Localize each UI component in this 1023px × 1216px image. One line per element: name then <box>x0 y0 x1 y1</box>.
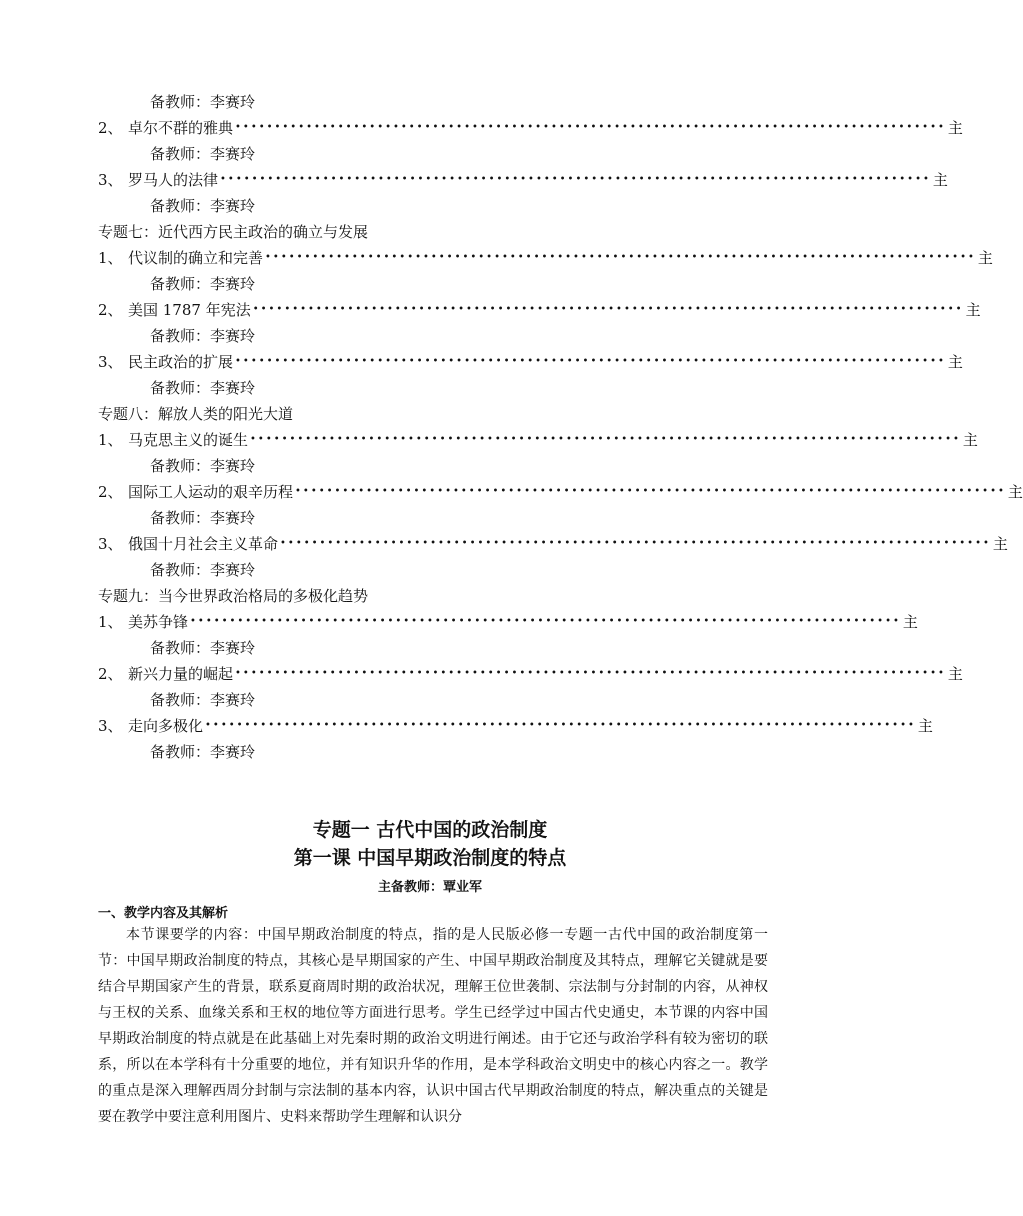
toc-entry-suffix: 主 <box>947 119 963 137</box>
toc-entry-number: 3、 <box>98 717 123 735</box>
toc-entry-number: 2、 <box>98 483 123 501</box>
toc-entry-suffix: 主 <box>977 249 993 267</box>
toc-group-heading: 专题七：近代西方民主政治的确立与发展 <box>98 223 369 241</box>
toc-entry-suffix: 主 <box>917 717 933 735</box>
toc-teacher-line: 备教师：李赛玲 <box>150 145 256 163</box>
toc-teacher-line: 备教师：李赛玲 <box>150 379 256 397</box>
lesson-title: 第一课 中国早期政治制度的特点 <box>293 847 567 869</box>
toc-group-heading: 专题九：当今世界政治格局的多极化趋势 <box>98 587 369 605</box>
toc-group-heading: 专题八：解放人类的阳光大道 <box>98 405 294 423</box>
toc-leader-dots: •••••••••••••••••••••••••••••••••••••••••••••••••••••••••••••••••••••••••••••••••••••••••• <box>235 356 946 367</box>
toc-leader-dots: •••••••••••••••••••••••••••••••••••••••••••••••••••••••••••••••••••••••••••••••••••••••••• <box>205 720 916 731</box>
toc-entry-suffix: 主 <box>965 301 981 319</box>
toc-entry-suffix: 主 <box>947 665 963 683</box>
toc-teacher-line: 备教师：李赛玲 <box>150 275 256 293</box>
toc-leader-dots: •••••••••••••••••••••••••••••••••••••••••••••••••••••••••••••••••••••••••••••••••••••••••• <box>295 486 1006 497</box>
toc-entry-number: 3、 <box>98 353 123 371</box>
toc-entry-number: 2、 <box>98 665 123 683</box>
toc-leader-dots: •••••••••••••••••••••••••••••••••••••••••••••••••••••••••••••••••••••••••••••••••••••••••• <box>190 616 901 627</box>
toc-leader-dots: •••••••••••••••••••••••••••••••••••••••••••••••••••••••••••••••••••••••••••••••••••••••••• <box>252 304 964 315</box>
toc-entry-number: 3、 <box>98 535 123 553</box>
toc-entry-title: 新兴力量的崛起 <box>128 665 234 683</box>
toc-leader-dots: •••••••••••••••••••••••••••••••••••••••••••••••••••••••••••••••••••••••••••••••••••••••••• <box>250 434 961 445</box>
toc-teacher-line: 备教师：李赛玲 <box>150 93 256 111</box>
toc-leader-dots: •••••••••••••••••••••••••••••••••••••••••••••••••••••••••••••••••••••••••••••••••••••••••• <box>235 668 946 679</box>
toc-leader-dots: •••••••••••••••••••••••••••••••••••••••••••••••••••••••••••••••••••••••••••••••••••••••••• <box>265 252 976 263</box>
toc-entry-title: 走向多极化 <box>128 717 204 735</box>
toc-entry-number: 1、 <box>98 249 123 267</box>
toc-teacher-line: 备教师：李赛玲 <box>150 457 256 475</box>
toc-leader-dots: •••••••••••••••••••••••••••••••••••••••••••••••••••••••••••••••••••••••••••••••••••••••••• <box>280 538 991 549</box>
toc-entry[interactable] <box>98 531 1008 557</box>
toc-entry-title: 美苏争锋 <box>128 613 189 631</box>
toc-entry[interactable] <box>98 479 1023 505</box>
toc-entry[interactable] <box>98 115 963 141</box>
section-heading: 一、教学内容及其解析 <box>98 906 229 921</box>
topic-title: 专题一 古代中国的政治制度 <box>312 819 548 841</box>
toc-entry-suffix: 主 <box>947 353 963 371</box>
toc-entry-number: 1、 <box>98 431 123 449</box>
toc-entry[interactable] <box>98 297 981 323</box>
toc-entry[interactable] <box>98 167 948 193</box>
toc-teacher-line: 备教师：李赛玲 <box>150 327 256 345</box>
toc-entry-title: 罗马人的法律 <box>128 171 219 189</box>
toc-entry-number: 3、 <box>98 171 123 189</box>
toc-entry-suffix: 主 <box>992 535 1008 553</box>
toc-entry-title: 俄国十月社会主义革命 <box>128 535 279 553</box>
toc-entry-number: 2、 <box>98 301 123 319</box>
toc-entry-suffix: 主 <box>962 431 978 449</box>
main-teacher: 主备教师：覃业军 <box>377 880 482 895</box>
toc-entry-number: 2、 <box>98 119 123 137</box>
lesson-paragraph: 本节课要学的内容：中国早期政治制度的特点，指的是人民版必修一专题一古代中国的政治制度第一节：中国早期政治制度的特点，其核心是早期国家的产生、中国早期政治制度及其特点，理解它关键就是要结合早期国家产生的背景，联系夏商周时期的政治状况，理解王位世袭制、宗法制与分封制的内容，从神权与王权的关系、血缘关系和王权的地位等方面进行思考。学生已经学过中国古代史通史，本节课的内容中国早期政治制度的特点就是在此基础上对先秦时期的政治文明进行阐述。由于它还与政治学科有较为密切的联系，所以在本学科有十分重要的地位，并有知识升华的作用，是本学科政治文明史中的核心内容之一。教学的重点是深入理解西周分封制与宗法制的基本内容，认识中国古代早期政治制度的特点，解决重点的关键是要在教学中要注意利用图片、史料来帮助学生理解和认识分 <box>98 927 768 1125</box>
toc-teacher-line: 备教师：李赛玲 <box>150 691 256 709</box>
toc-entry-suffix: 主 <box>902 613 918 631</box>
toc-entry-title: 民主政治的扩展 <box>128 353 234 371</box>
toc-teacher-line: 备教师：李赛玲 <box>150 639 256 657</box>
toc-entry[interactable] <box>98 609 918 635</box>
toc-leader-dots: •••••••••••••••••••••••••••••••••••••••••••••••••••••••••••••••••••••••••••••••••••••••••• <box>235 122 946 133</box>
toc-entry-suffix: 主 <box>1007 483 1023 501</box>
toc-teacher-line: 备教师：李赛玲 <box>150 197 256 215</box>
toc-entry[interactable] <box>98 661 963 687</box>
toc-entry[interactable] <box>98 245 993 271</box>
toc-teacher-line: 备教师：李赛玲 <box>150 743 256 761</box>
toc-entry-title: 国际工人运动的艰辛历程 <box>128 483 294 501</box>
toc-entry-suffix: 主 <box>932 171 948 189</box>
toc-entry-title: 马克思主义的诞生 <box>128 431 249 449</box>
toc-entry-title: 代议制的确立和完善 <box>128 249 264 267</box>
toc-entry-number: 1、 <box>98 613 123 631</box>
toc-leader-dots: •••••••••••••••••••••••••••••••••••••••••••••••••••••••••••••••••••••••••••••••••••••••••• <box>220 174 931 185</box>
toc-entry-title: 卓尔不群的雅典 <box>128 119 234 137</box>
toc-entry[interactable] <box>98 427 978 453</box>
toc-entry-title: 美国 1787 年宪法 <box>128 301 251 319</box>
toc-entry[interactable] <box>98 349 963 375</box>
toc-entry[interactable] <box>98 713 933 739</box>
toc-teacher-line: 备教师：李赛玲 <box>150 561 256 579</box>
toc-teacher-line: 备教师：李赛玲 <box>150 509 256 527</box>
